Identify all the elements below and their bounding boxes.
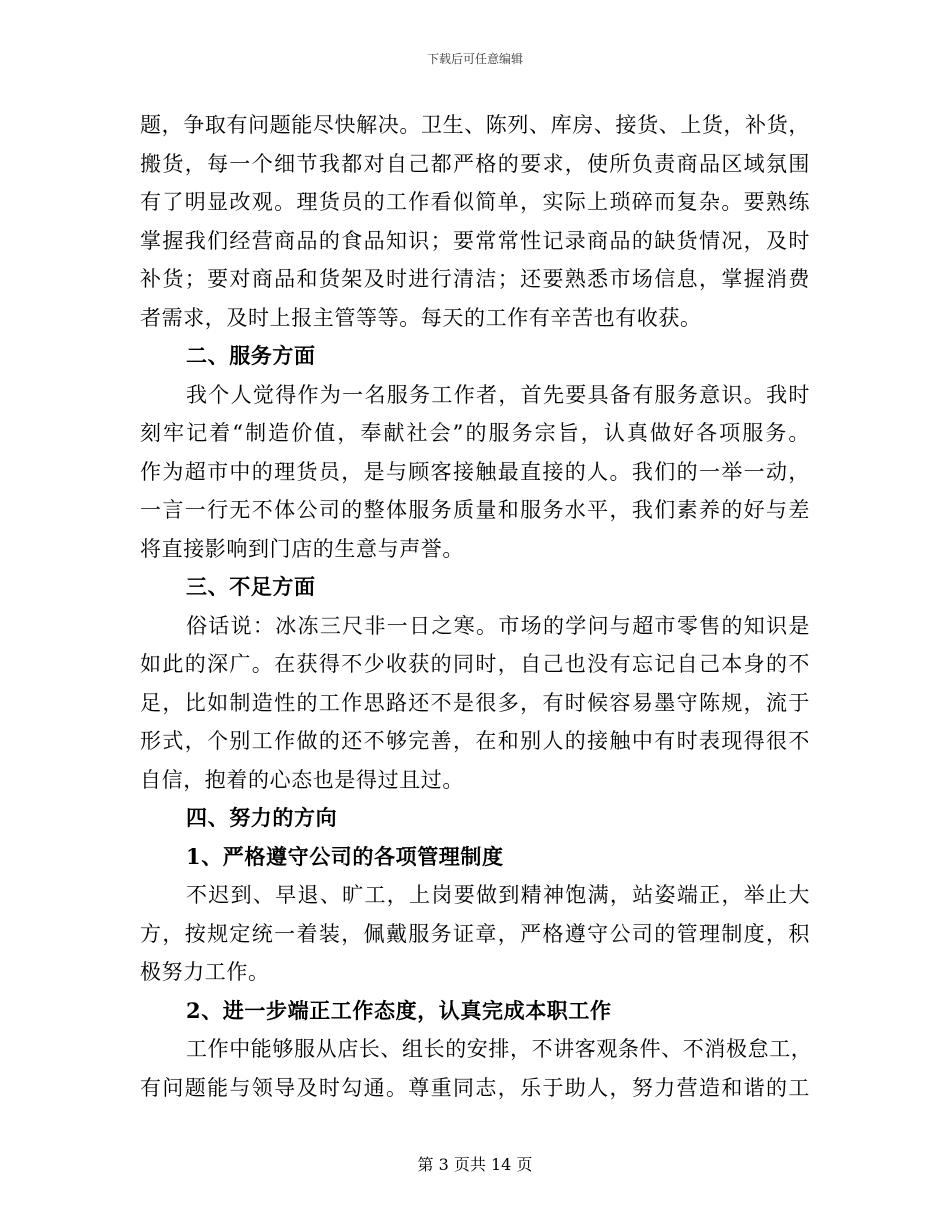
paragraph-line: 极努力工作。 (140, 960, 270, 984)
section-heading: 三、不足方面 (186, 574, 316, 599)
paragraph-line: 补货；要对商品和货架及时进行清洁；还要熟悉市场信息，掌握消费 (140, 267, 810, 291)
paragraph-line: 作为超市中的理货员，是与顾客接触最直接的人。我们的一举一动， (140, 459, 810, 484)
document-body (140, 106, 813, 1107)
paragraph-line: 不迟到、早退、旷工，上岗要做到精神饱满，站姿端正，举止大 (186, 883, 810, 907)
paragraph-line: 搬货，每一个细节我都对自己都严格的要求，使所负责商品区域氛围 (140, 151, 810, 176)
paragraph-line: 者需求，及时上报主管等等。每天的工作有辛苦也有收获。 (140, 305, 702, 330)
paragraph-line: 方，按规定统一着装，佩戴服务证章，严格遵守公司的管理制度，积 (140, 921, 810, 946)
paragraph-line: 刻牢记着“制造价值，奉献社会”的服务宗旨，认真做好各项服务。 (140, 421, 810, 445)
section-heading: 二、服务方面 (186, 343, 316, 368)
paragraph-line: 形式，个别工作做的还不够完善，在和别人的接触中有时表现得很不 (140, 729, 810, 753)
paragraph-line: 题，争取有问题能尽快解决。卫生、陈列、库房、接货、上货，补货， (140, 113, 810, 137)
paragraph-line: 俗话说：冰冻三尺非一日之寒。市场的学问与超市零售的知识是 (186, 613, 810, 638)
paragraph-line: 足，比如制造性的工作思路还不是很多，有时候容易墨守陈规，流于 (140, 690, 810, 715)
paragraph-line: 一言一行无不体公司的整体服务质量和服务水平，我们素养的好与差 (140, 498, 810, 522)
paragraph-line: 掌握我们经营商品的食品知识；要常常性记录商品的缺货情况，及时 (140, 228, 810, 253)
paragraph-line: 自信，抱着的心态也是得过且过。 (140, 767, 464, 792)
subsection-heading: 1、严格遵守公司的各项管理制度 (186, 843, 504, 869)
paragraph-line: 如此的深广。在获得不少收获的同时，自己也没有忘记自己本身的不 (140, 652, 810, 676)
paragraph-line: 我个人觉得作为一名服务工作者，首先要具备有服务意识。我时 (186, 382, 810, 407)
paragraph-line: 将直接影响到门店的生意与声誉。 (140, 536, 464, 561)
page-header: 下载后可任意编辑 (426, 52, 523, 66)
paragraph-line: 工作中能够服从店长、组长的安排，不讲客观条件、不消极怠工， (186, 1037, 813, 1061)
paragraph-line: 有问题能与领导及时勾通。尊重同志，乐于助人，努力营造和谐的工 (140, 1075, 810, 1100)
page-footer: 第 3 页共 14 页 (417, 1155, 533, 1174)
subsection-heading: 2、进一步端正工作态度，认真完成本职工作 (186, 997, 612, 1023)
section-heading: 四、努力的方向 (186, 805, 338, 830)
paragraph-line: 有了明显改观。理货员的工作看似简单，实际上琐碎而复杂。要熟练 (140, 190, 810, 214)
